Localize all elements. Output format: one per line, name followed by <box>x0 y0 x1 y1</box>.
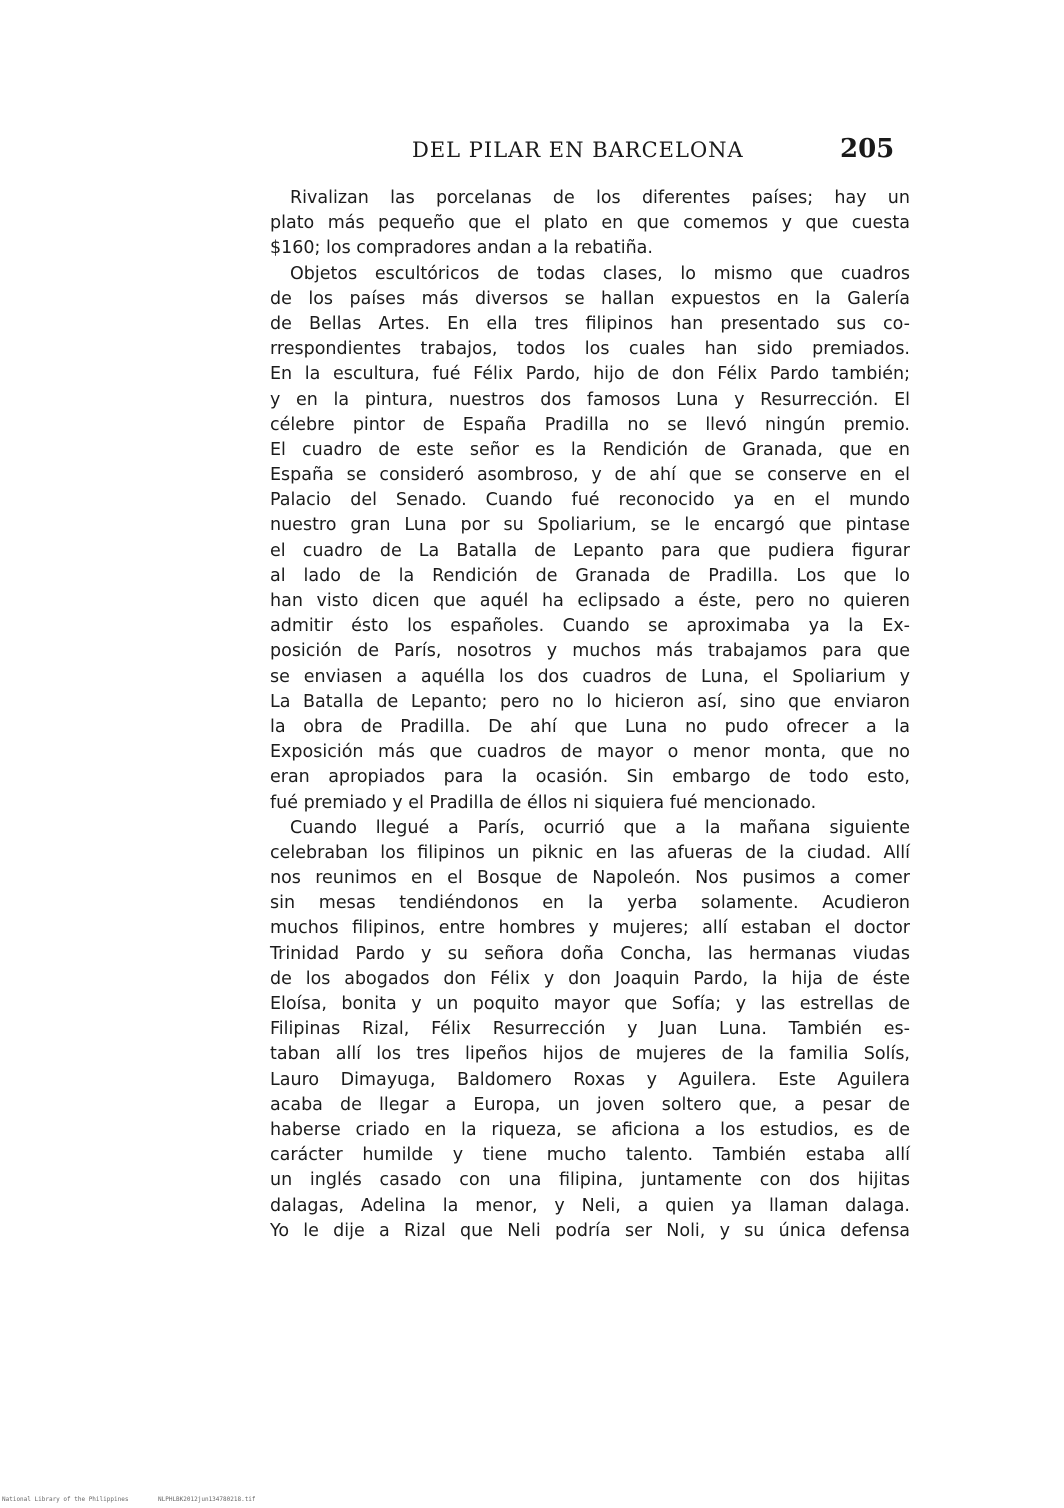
footer-library-credit: National Library of the Philippines <box>2 1496 129 1503</box>
text-line: célebre pintor de España Pradilla no se llevó ningún premio. <box>270 414 910 435</box>
text-line: Palacio del Senado. Cuando fué reconocido ya en el mundo <box>270 490 910 511</box>
text-line: Eloísa, bonita y un poquito mayor que Sofía; y las estrellas de <box>270 994 910 1014</box>
text-line: de los abogados don Félix y don Joaquin Pardo, la hija de éste <box>270 968 910 989</box>
text-line: sin mesas tendiéndonos en la yerba solamente. Acudieron <box>270 893 910 914</box>
text-line: el cuadro de La Batalla de Lepanto para que pudiera figurar <box>270 540 910 561</box>
text-line: Trinidad Pardo y su señora doña Concha, las hermanas viudas <box>270 943 910 964</box>
text-line: muchos filipinos, entre hombres y mujeres; allí estaban el doctor <box>270 918 910 939</box>
text-line: Filipinas Rizal, Félix Resurrección y Juan Luna. También es- <box>270 1019 910 1040</box>
text-line: España se consideró asombroso, y de ahí que se conserve en el <box>270 465 910 486</box>
text-line: Cuando llegué a París, ocurrió que a la mañana siguiente <box>290 817 910 838</box>
text-line: El cuadro de este señor es la Rendición de Granada, que en <box>270 439 910 460</box>
text-line: nuestro gran Luna por su Spoliarium, se le encargó que pintase <box>270 515 910 536</box>
text-line: la obra de Pradilla. De ahí que Luna no pudo ofrecer a la <box>270 716 910 737</box>
text-line: Objetos escultóricos de todas clases, lo mismo que cuadros <box>290 263 910 284</box>
text-line: En la escultura, fué Félix Pardo, hijo de don Félix Pardo también; <box>270 364 910 385</box>
text-line: un inglés casado con una filipina, juntamente con dos hijitas <box>270 1170 910 1191</box>
body-text <box>270 186 910 1244</box>
text-line: posición de París, nosotros y muchos más trabajamos para que <box>270 641 910 662</box>
text-line: carácter humilde y tiene mucho talento. También estaba allí <box>270 1145 910 1166</box>
text-line: fué premiado y el Pradilla de éllos ni siquiera fué mencionado. <box>270 792 817 813</box>
text-line: admitir ésto los españoles. Cuando se aproximaba ya la Ex- <box>270 616 910 637</box>
text-line: nos reunimos en el Bosque de Napoleón. Nos pusimos a comer <box>270 868 910 889</box>
text-line: $160; los compradores andan a la rebatiña. <box>270 238 653 259</box>
text-line: Lauro Dimayuga, Baldomero Roxas y Aguilera. Este Aguilera <box>270 1069 910 1090</box>
text-line: de los países más diversos se hallan expuestos en la Galería <box>270 288 910 309</box>
text-line: de Bellas Artes. En ella tres filipinos han presentado sus co- <box>270 313 910 334</box>
running-title: DEL PILAR EN BARCELONA <box>412 138 744 162</box>
text-line: La Batalla de Lepanto; pero no lo hicieron así, sino que enviaron <box>270 691 910 712</box>
text-line: dalagas, Adelina la menor, y Neli, a quien ya llaman dalaga. <box>270 1195 910 1216</box>
text-line: al lado de la Rendición de Granada de Pradilla. Los que lo <box>270 565 910 586</box>
text-line: acaba de llegar a Europa, un joven soltero que, a pesar de <box>270 1094 910 1115</box>
text-line: plato más pequeño que el plato en que comemos y que cuesta <box>270 213 910 234</box>
text-line: taban allí los tres lipeños hijos de mujeres de la familia Solís, <box>270 1044 910 1065</box>
text-line: y en la pintura, nuestros dos famosos Luna y Resurrección. El <box>270 389 910 410</box>
text-line: Exposición más que cuadros de mayor o menor monta, que no <box>270 742 910 763</box>
footer-file-name: NLPHLBK2012jun134780218.tif <box>158 1496 256 1503</box>
text-line: Yo le dije a Rizal que Neli podría ser Noli, y su única defensa <box>270 1220 910 1241</box>
text-line: se enviasen a aquélla los dos cuadros de Luna, el Spoliarium y <box>270 666 910 687</box>
text-line: Rivalizan las porcelanas de los diferentes países; hay un <box>290 188 910 208</box>
text-line: celebraban los filipinos un piknic en las afueras de la ciudad. Allí <box>270 842 910 863</box>
page-number: 205 <box>840 134 895 164</box>
text-line: han visto dicen que aquél ha eclipsado a éste, pero no quieren <box>270 591 910 611</box>
text-line: eran apropiados para la ocasión. Sin embargo de todo esto, <box>270 767 910 788</box>
text-line: rrespondientes trabajos, todos los cuales han sido premiados. <box>270 339 910 360</box>
text-line: haberse criado en la riqueza, se aficiona a los estudios, es de <box>270 1119 910 1140</box>
